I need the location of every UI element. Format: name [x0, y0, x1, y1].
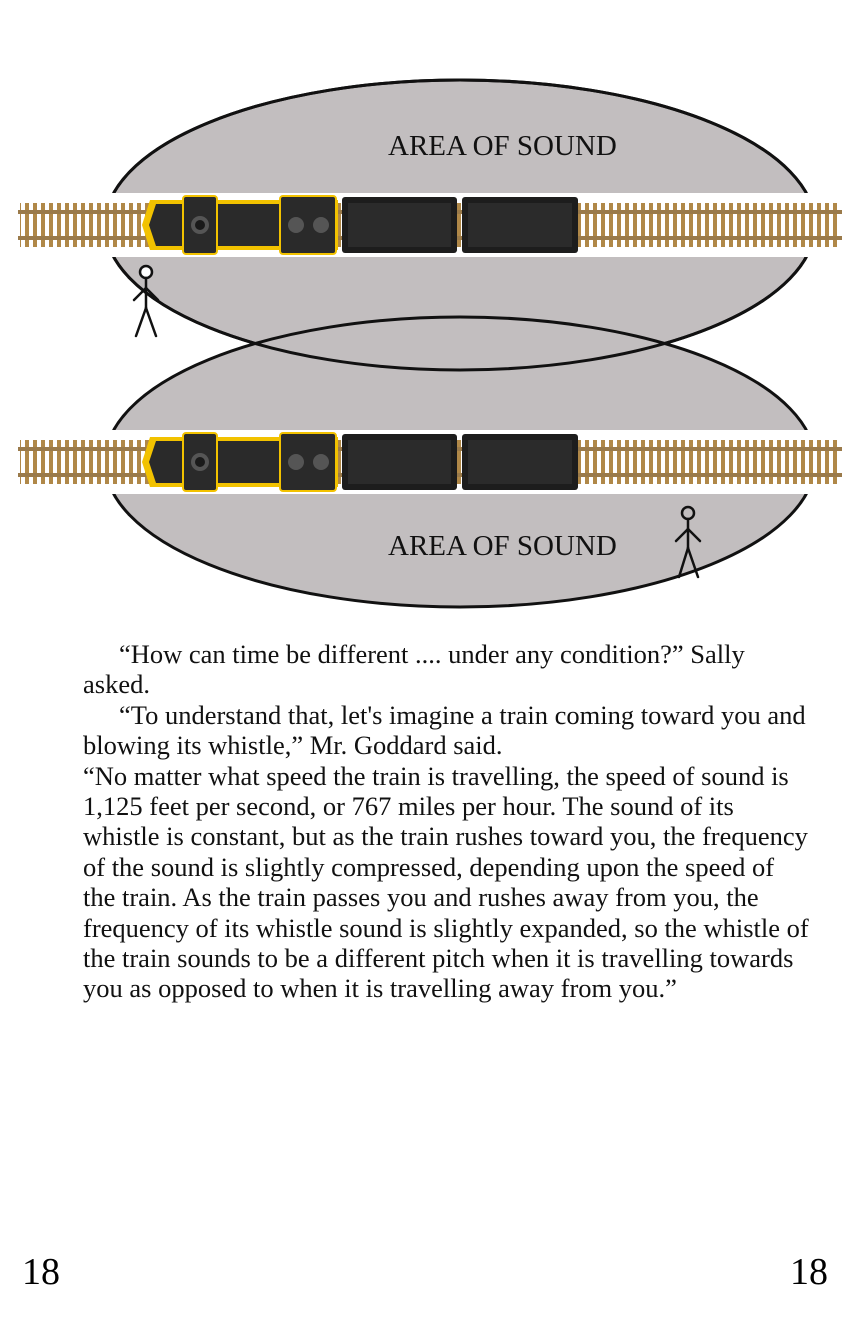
story-paragraph-2: “To understand that, let's imagine a train coming toward you and blowing its whistle,” Mr. Goddard said.: [83, 699, 806, 761]
locomotive: [142, 196, 338, 254]
train-sound-illustration: [0, 0, 860, 630]
area-of-sound-label-top: AREA OF SOUND: [388, 130, 617, 162]
train-top: [142, 196, 578, 254]
freight-car-1: [342, 434, 457, 490]
locomotive: [142, 433, 338, 491]
story-paragraph-3: “No matter what speed the train is travelling, the speed of sound is 1,125 feet per second, or 767 miles per hour. The sound of its whistle is constant, but as the train rushes toward you, the frequency of the sound is slightly compressed, depending upon the speed of the train. As the train passes you and rushes away from you, the frequency of its whistle sound is slightly expanded, so the whistle of the train sounds to be a different pitch when it is travelling towards you as opposed to when it is travelling away from you.”: [83, 760, 809, 1004]
story-paragraph-1: “How can time be different .... under any condition?” Sally asked.: [83, 639, 745, 700]
page-number-left: 18: [22, 1251, 60, 1293]
freight-car-1: [342, 197, 457, 253]
page-number-right: 18: [790, 1251, 828, 1293]
train-bottom: [142, 433, 578, 491]
freight-car-2: [462, 197, 578, 253]
freight-car-2: [462, 434, 578, 490]
story-text: [83, 639, 813, 1004]
area-of-sound-label-bottom: AREA OF SOUND: [388, 530, 617, 562]
